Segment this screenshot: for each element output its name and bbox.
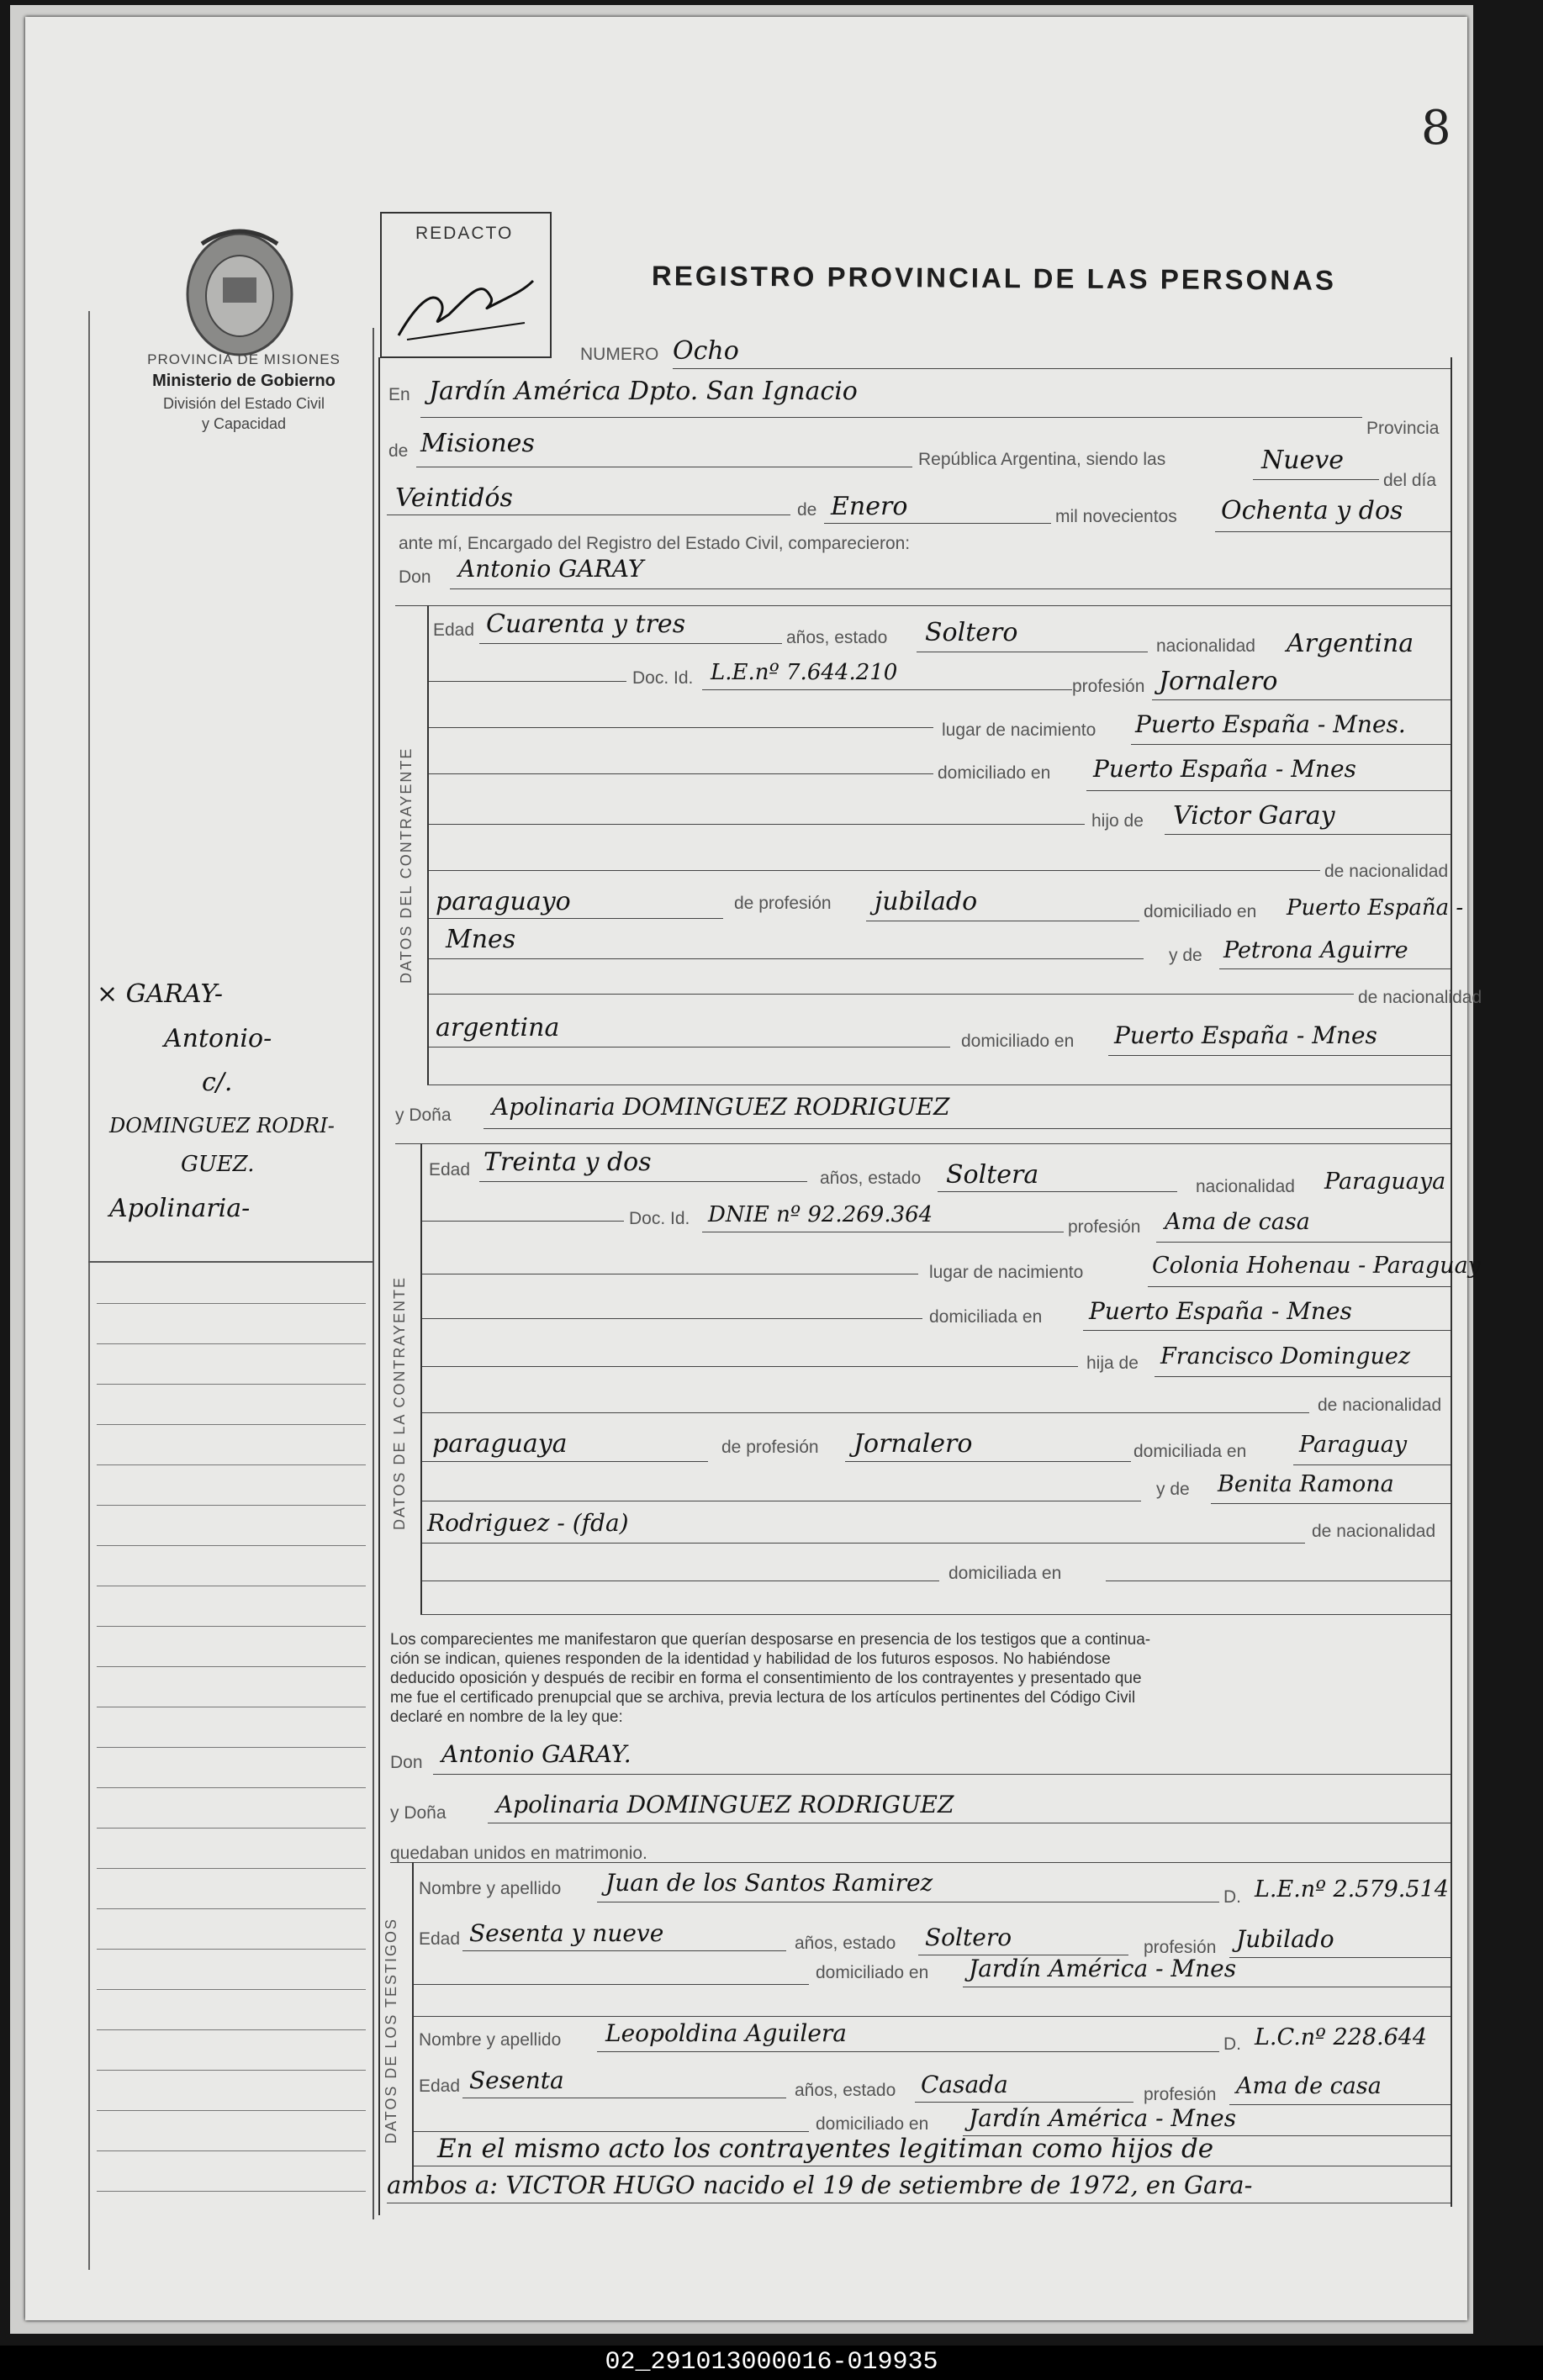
section-border (427, 605, 429, 1084)
contrayente-padre-domicilio-cont: Mnes (446, 925, 516, 954)
testigo2-domicilio: Jardín América - Mnes (969, 2104, 1237, 2132)
label-quedaban: quedaban unidos en matrimonio. (390, 1844, 647, 1863)
label-de-profesion: de profesión (734, 894, 832, 913)
agency-province: PROVINCIA DE MISIONES (147, 351, 341, 367)
nota-line-2: ambos a: VICTOR HUGO nacido el 19 de setiembre de 1972, en Gara- (387, 2171, 1253, 2199)
margin-rule-line (97, 1464, 366, 1465)
contrayente-padre-domicilio: Puerto España - (1287, 895, 1464, 921)
field-line (1155, 1376, 1451, 1377)
label-domiciliada-en: domiciliada en (1133, 1442, 1247, 1461)
acta-numero: Ocho (673, 336, 739, 366)
margin-rule-line (97, 2110, 366, 2111)
field-line (484, 1128, 1451, 1129)
margin-rule-line (97, 1666, 366, 1667)
side-label-contrayente: DATOS DEL CONTRAYENTE (398, 747, 415, 984)
label-domiciliado-en: domiciliado en (1144, 902, 1257, 921)
label-doc: Doc. Id. (632, 668, 694, 688)
side-label-contrayenta: DATOS DE LA CONTRAYENTE (391, 1275, 408, 1530)
contrayente-madre: Petrona Aguirre (1223, 937, 1408, 963)
label-edad: Edad (429, 1160, 471, 1179)
contrayenta-lugar-nacimiento: Colonia Hohenau - Paraguay (1152, 1253, 1481, 1279)
declaracion-dona: Apolinaria DOMINGUEZ RODRIGUEZ (496, 1791, 954, 1818)
contrayenta-edad: Treinta y dos (484, 1148, 652, 1177)
field-line (420, 417, 1362, 418)
margin-note-line: Antonio- (164, 1024, 272, 1053)
margin-note-line: GUEZ. (181, 1152, 255, 1177)
field-line (1211, 1503, 1451, 1504)
label-domiciliado-en: domiciliado en (816, 2114, 929, 2134)
field-line (1148, 1286, 1451, 1287)
testigo1-domicilio: Jardín América - Mnes (969, 1955, 1237, 1982)
contrayenta-padre-domicilio: Paraguay (1299, 1432, 1408, 1458)
testigo1-nombre: Juan de los Santos Ramirez (605, 1869, 933, 1897)
page-number: 8 (1421, 101, 1451, 156)
field-line (673, 368, 1451, 369)
margin-border-left (88, 311, 90, 2270)
contrayente-padre-profesion: jubilado (875, 887, 978, 916)
field-line (1229, 2104, 1451, 2105)
field-line (422, 1366, 1078, 1367)
comparecientes-text: deducido oposición y después de recibir en forma el consentimiento de los contrayentes y presentado que (390, 1670, 1142, 1687)
comparecientes-text: declaré en nombre de la ley que: (390, 1708, 623, 1726)
label-nacionalidad: nacionalidad (1156, 636, 1255, 656)
field-line (1215, 531, 1451, 532)
field-line (422, 1221, 624, 1222)
field-line (1253, 479, 1379, 480)
margin-rule-line (97, 1424, 366, 1425)
signature-icon (390, 256, 542, 348)
label-hijo-de: hijo de (1091, 811, 1144, 831)
field-line (414, 2016, 1451, 2017)
label-edad: Edad (419, 2077, 461, 2096)
label-numero: NUMERO (580, 345, 659, 364)
declaracion-don: Antonio GARAY. (441, 1740, 631, 1768)
testigo2-nombre: Leopoldina Aguilera (605, 2019, 847, 2047)
redacto-stamp (380, 212, 552, 358)
testigo2-doc: L.C.nº 228.644 (1255, 2024, 1428, 2050)
margin-rule-line (97, 1828, 366, 1829)
label-doc: Doc. Id. (629, 1209, 690, 1228)
margin-note-line: DOMINGUEZ RODRI- (109, 1114, 335, 1137)
field-line (1293, 1464, 1451, 1465)
label-d: D. (1223, 1887, 1241, 1907)
margin-rule-line (97, 1545, 366, 1546)
form-border-left (378, 357, 380, 2215)
label-de-nacionalidad: de nacionalidad (1358, 988, 1482, 1007)
contrayenta-madre: Benita Ramona (1218, 1471, 1394, 1497)
contrayente-padre: Victor Garay (1173, 801, 1335, 831)
margin-rule-line (97, 1505, 366, 1506)
image-id-footer: 02_291013000016-019935 (0, 2346, 1543, 2380)
contrayente-madre-domicilio: Puerto España - Mnes (1114, 1021, 1377, 1049)
testigo1-estado: Soltero (925, 1924, 1012, 1951)
comparecientes-text: Los comparecientes me manifestaron que querían desposarse en presencia de los testigos que a continua- (390, 1631, 1151, 1649)
field-line (429, 824, 1085, 825)
label-de-nacionalidad: de nacionalidad (1312, 1522, 1436, 1541)
contrayenta-doc: DNIE nº 92.269.364 (708, 1202, 933, 1227)
label-y-de: y de (1156, 1480, 1190, 1499)
coat-of-arms-icon (177, 219, 303, 361)
label-profesion: profesión (1072, 677, 1145, 696)
margin-rule-line (97, 1989, 366, 1990)
label-d: D. (1223, 2034, 1241, 2054)
label-anos-estado: años, estado (786, 628, 888, 647)
margin-rule-line (97, 1303, 366, 1304)
field-line (422, 1412, 1309, 1413)
label-anos-estado: años, estado (820, 1169, 922, 1188)
contrayente-profesion: Jornalero (1159, 667, 1278, 696)
label-nacionalidad: nacionalidad (1196, 1177, 1295, 1196)
field-line (422, 1318, 922, 1319)
field-line (1229, 1957, 1451, 1958)
label-del-dia: del día (1383, 471, 1437, 490)
label-edad: Edad (419, 1929, 461, 1949)
contrayenta-madre-cont: Rodriguez - (fda) (427, 1509, 629, 1537)
acta-mes: Enero (831, 492, 908, 521)
nota-line-1: En el mismo acto los contrayentes legitiman como hijos de (437, 2134, 1214, 2164)
field-line (1152, 699, 1451, 700)
margin-rule-line (97, 1868, 366, 1869)
contrayenta-padre-profesion: Jornalero (853, 1429, 973, 1459)
label-de-nacionalidad: de nacionalidad (1318, 1396, 1442, 1415)
form-border-right (1451, 357, 1452, 2207)
agency-division: División del Estado Civil (162, 395, 325, 412)
contrayente-madre-nacionalidad: argentina (436, 1013, 560, 1042)
margin-rule-line (97, 1747, 366, 1748)
margin-rule-line (97, 1908, 366, 1909)
contrayente-lugar-nacimiento: Puerto España - Mnes. (1135, 710, 1406, 738)
acta-provincia: Misiones (420, 429, 535, 458)
acta-dia: Veintidós (395, 483, 513, 513)
margin-rule-line (97, 1949, 366, 1950)
field-line (462, 1950, 786, 1951)
label-domiciliada-en: domiciliada en (929, 1307, 1043, 1327)
testigo2-edad: Sesenta (469, 2066, 564, 2094)
field-line (422, 1543, 1305, 1544)
testigo1-doc: L.E.nº 2.579.514 (1255, 1876, 1449, 1902)
agency-division-2: y Capacidad (201, 415, 287, 432)
label-profesion: profesión (1068, 1217, 1141, 1237)
label-edad: Edad (433, 620, 475, 640)
stamp-label: REDACTO (415, 224, 514, 243)
label-domiciliado-en: domiciliado en (816, 1963, 929, 1982)
field-line (1219, 968, 1451, 969)
field-line (450, 588, 1451, 589)
margin-divider (88, 1261, 374, 1263)
contrayenta-nacionalidad: Paraguaya (1324, 1169, 1446, 1195)
margin-rule-line (97, 1787, 366, 1788)
label-mil: mil novecientos (1055, 507, 1177, 526)
section-divider (427, 1084, 1451, 1085)
contrayenta-nombre: Apolinaria DOMINGUEZ RODRIGUEZ (492, 1093, 950, 1121)
contrayente-doc: L.E.nº 7.644.210 (711, 660, 898, 685)
acta-hora: Nueve (1261, 446, 1345, 475)
field-line (429, 994, 1354, 995)
label-y-dona: y Doña (390, 1803, 447, 1823)
section-border (420, 1143, 422, 1614)
field-line (414, 1984, 809, 1985)
label-provincia: Provincia (1366, 419, 1440, 438)
margin-rule-line (97, 2191, 366, 2192)
contrayente-padre-nacionalidad: paraguayo (436, 887, 571, 916)
contrayenta-profesion: Ama de casa (1165, 1209, 1310, 1235)
margin-rule-line (97, 2070, 366, 2071)
label-profesion: profesión (1144, 2085, 1217, 2104)
margin-rule-line (97, 1626, 366, 1627)
label-domiciliado-en: domiciliado en (961, 1032, 1075, 1051)
field-line (938, 1191, 1177, 1192)
field-line (1131, 744, 1451, 745)
margin-note-line: Apolinaria- (109, 1194, 251, 1223)
field-line (1156, 1242, 1451, 1243)
testigo1-profesion: Jubilado (1236, 1925, 1334, 1953)
label-de-nacionalidad: de nacionalidad (1324, 862, 1449, 881)
contrayenta-padre-nacionalidad: paraguaya (432, 1429, 568, 1459)
label-ante: ante mí, Encargado del Registro del Estado Civil, comparecieron: (399, 534, 911, 553)
contrayenta-padre: Francisco Dominguez (1160, 1343, 1411, 1369)
label-domiciliada-en: domiciliada en (949, 1564, 1062, 1583)
label-anos-estado: años, estado (795, 1934, 896, 1953)
section-divider (390, 1862, 1451, 1863)
field-line (414, 2131, 809, 2132)
field-line (1083, 1330, 1451, 1331)
label-de: de (388, 441, 409, 461)
label-de: de (797, 500, 817, 520)
acta-anio: Ochenta y dos (1221, 496, 1403, 525)
comparecientes-text: ción se indican, quienes responden de la identidad y habilidad de los futuros esposos. No habiéndose (390, 1650, 1111, 1668)
field-line (422, 1461, 708, 1462)
label-don: Don (390, 1753, 423, 1772)
section-divider (395, 605, 1451, 606)
testigo2-estado: Casada (921, 2071, 1008, 2098)
label-hija-de: hija de (1086, 1354, 1139, 1373)
label-nombre-apellido: Nombre y apellido (419, 2030, 562, 2050)
label-lugar-nacimiento: lugar de nacimiento (929, 1263, 1084, 1282)
margin-note-line: c/. (202, 1068, 233, 1097)
field-line (479, 1181, 807, 1182)
contrayente-nacionalidad: Argentina (1287, 629, 1414, 658)
contrayente-nombre: Antonio GARAY (458, 555, 644, 583)
margin-rule-line (97, 2029, 366, 2030)
section-divider (395, 1143, 1451, 1144)
label-y-dona: y Doña (395, 1106, 452, 1125)
field-line (824, 523, 1051, 524)
side-label-testigos: DATOS DE LOS TESTIGOS (383, 1917, 399, 2144)
label-republica: República Argentina, siendo las (918, 450, 1166, 469)
field-line (429, 1047, 950, 1048)
field-line (597, 2051, 1219, 2052)
field-line (479, 643, 782, 644)
field-line (429, 727, 933, 728)
field-line (429, 681, 626, 682)
label-lugar-nacimiento: lugar de nacimiento (942, 720, 1096, 740)
document-page (25, 17, 1482, 2320)
field-line (433, 1774, 1451, 1775)
label-profesion: profesión (1144, 1938, 1217, 1957)
margin-note-line: × GARAY- (97, 979, 223, 1009)
field-line (429, 870, 1320, 871)
field-line (1108, 1055, 1451, 1056)
contrayente-edad: Cuarenta y tres (486, 610, 686, 639)
field-line (845, 1461, 1131, 1462)
field-line (1165, 834, 1451, 835)
label-en: En (388, 385, 410, 404)
margin-rule-line (97, 1384, 366, 1385)
comparecientes-text: me fue el certificado prenupcial que se archiva, previa lectura de los artículos pertinentes del Código Civil (390, 1689, 1136, 1707)
testigo2-profesion: Ama de casa (1236, 2073, 1382, 2099)
margin-rule-line (97, 2150, 366, 2151)
field-line (702, 689, 1072, 690)
field-line (1086, 790, 1451, 791)
label-anos-estado: años, estado (795, 2081, 896, 2100)
label-de-profesion: de profesión (721, 1438, 819, 1457)
margin-rule-line (97, 1343, 366, 1344)
field-line (429, 958, 1144, 959)
agency-ministry: Ministerio de Gobierno (152, 372, 336, 390)
label-y-de: y de (1169, 946, 1202, 965)
testigo1-edad: Sesenta y nueve (469, 1919, 664, 1947)
section-border (412, 1862, 414, 2182)
margin-border-right (373, 328, 374, 2219)
contrayente-estado: Soltero (925, 618, 1018, 647)
acta-lugar: Jardín América Dpto. San Ignacio (429, 377, 858, 406)
contrayente-domicilio: Puerto España - Mnes (1093, 755, 1356, 783)
label-nombre-apellido: Nombre y apellido (419, 1879, 562, 1898)
field-line (429, 918, 723, 919)
field-line (429, 773, 933, 774)
contrayenta-estado: Soltera (946, 1160, 1039, 1190)
section-divider (420, 1614, 1451, 1615)
page-title: REGISTRO PROVINCIAL DE LAS PERSONAS (651, 260, 1337, 296)
field-line (915, 2102, 1133, 2103)
label-don: Don (399, 567, 431, 587)
label-domiciliado-en: domiciliado en (938, 763, 1051, 783)
contrayenta-domicilio: Puerto España - Mnes (1089, 1297, 1352, 1325)
